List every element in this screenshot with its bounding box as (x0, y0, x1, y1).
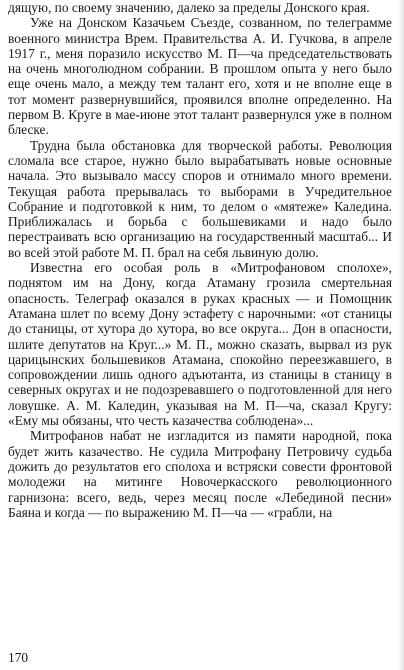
paragraph-continuation: дящую, по своему значению, далеко за пределы Донского края. (8, 0, 370, 15)
paragraph-difficult-situation: Трудна была обстановка для творческой работы. Революция сломала все старое, нужно было вырабатывать новые основные начала. Это вызывало массу споров и отнимало много времени. Текущая работа прерывалась то выборами в Учредительное Собрание и подготовкой к ним, то делом о «мятеже» Каледина. Приближалась и борьба с большевиками и надо было перестраивать всю организацию на государственный масштаб... И во всей этой работе М. П. брал на себя львиную долю. (8, 137, 392, 260)
book-page-text (8, 0, 392, 520)
paragraph-mitrofanov-alarm: Известна его особая роль в «Митрофановом сполохе», поднятом им на Дону, когда Атаману грозила смертельная опасность. Телеграф оказался в руках красных — и Помощник Атамана шлет по всему Дону эстафету с нарочными: «от станицы до станицы, от хутора до хутора, во все округа... Дон в опасности, шлите депутатов на Круг...» М. П., можно сказать, вырвал из рук царицынских большевиков Атамана, спокойно переезжавшего, в сопровождении лишь одного адъютанта, из станицы в станицу в северных округах и не подозревавшего о подготовленной для него ловушке. А. М. Каледин, указывая на М. П—ча, сказал Кругу: «Ему мы обязаны, что честь казачества соблюдена»... (8, 260, 392, 429)
paragraph-mitrofanov-nabat: Митрофанов набат не изгладится из памяти народной, пока будет жить казачество. Не судила Митрофану Петровичу судьба дожить до результатов его сполоха и встряски совести фронтовой молодежи на митинге Новочеркасского революционного гарнизона: всего, ведь, через месяц после «Лебединой песни» Баяна и когда — по выражению М. П—ча — «грабли, на (8, 428, 392, 520)
page-number: 170 (8, 650, 29, 665)
paragraph-cossack-congress: Уже на Донском Казачьем Съезде, созванном, по телеграмме военного министра Врем. Правительства А. И. Гучкова, в апреле 1917 г., меня поразило искусство М. П—ча председательствовать на очень многолюдном собрании. В прошлом опыта у него было еще очень мало, а между тем талант его, хотя и не вполне еще в тот момент развернувшийся, проявился вполне определенно. На первом В. Круге в мае-июне этот талант развернулся уже в полном блеске. (8, 15, 392, 138)
page-edge-shadow (398, 0, 404, 670)
